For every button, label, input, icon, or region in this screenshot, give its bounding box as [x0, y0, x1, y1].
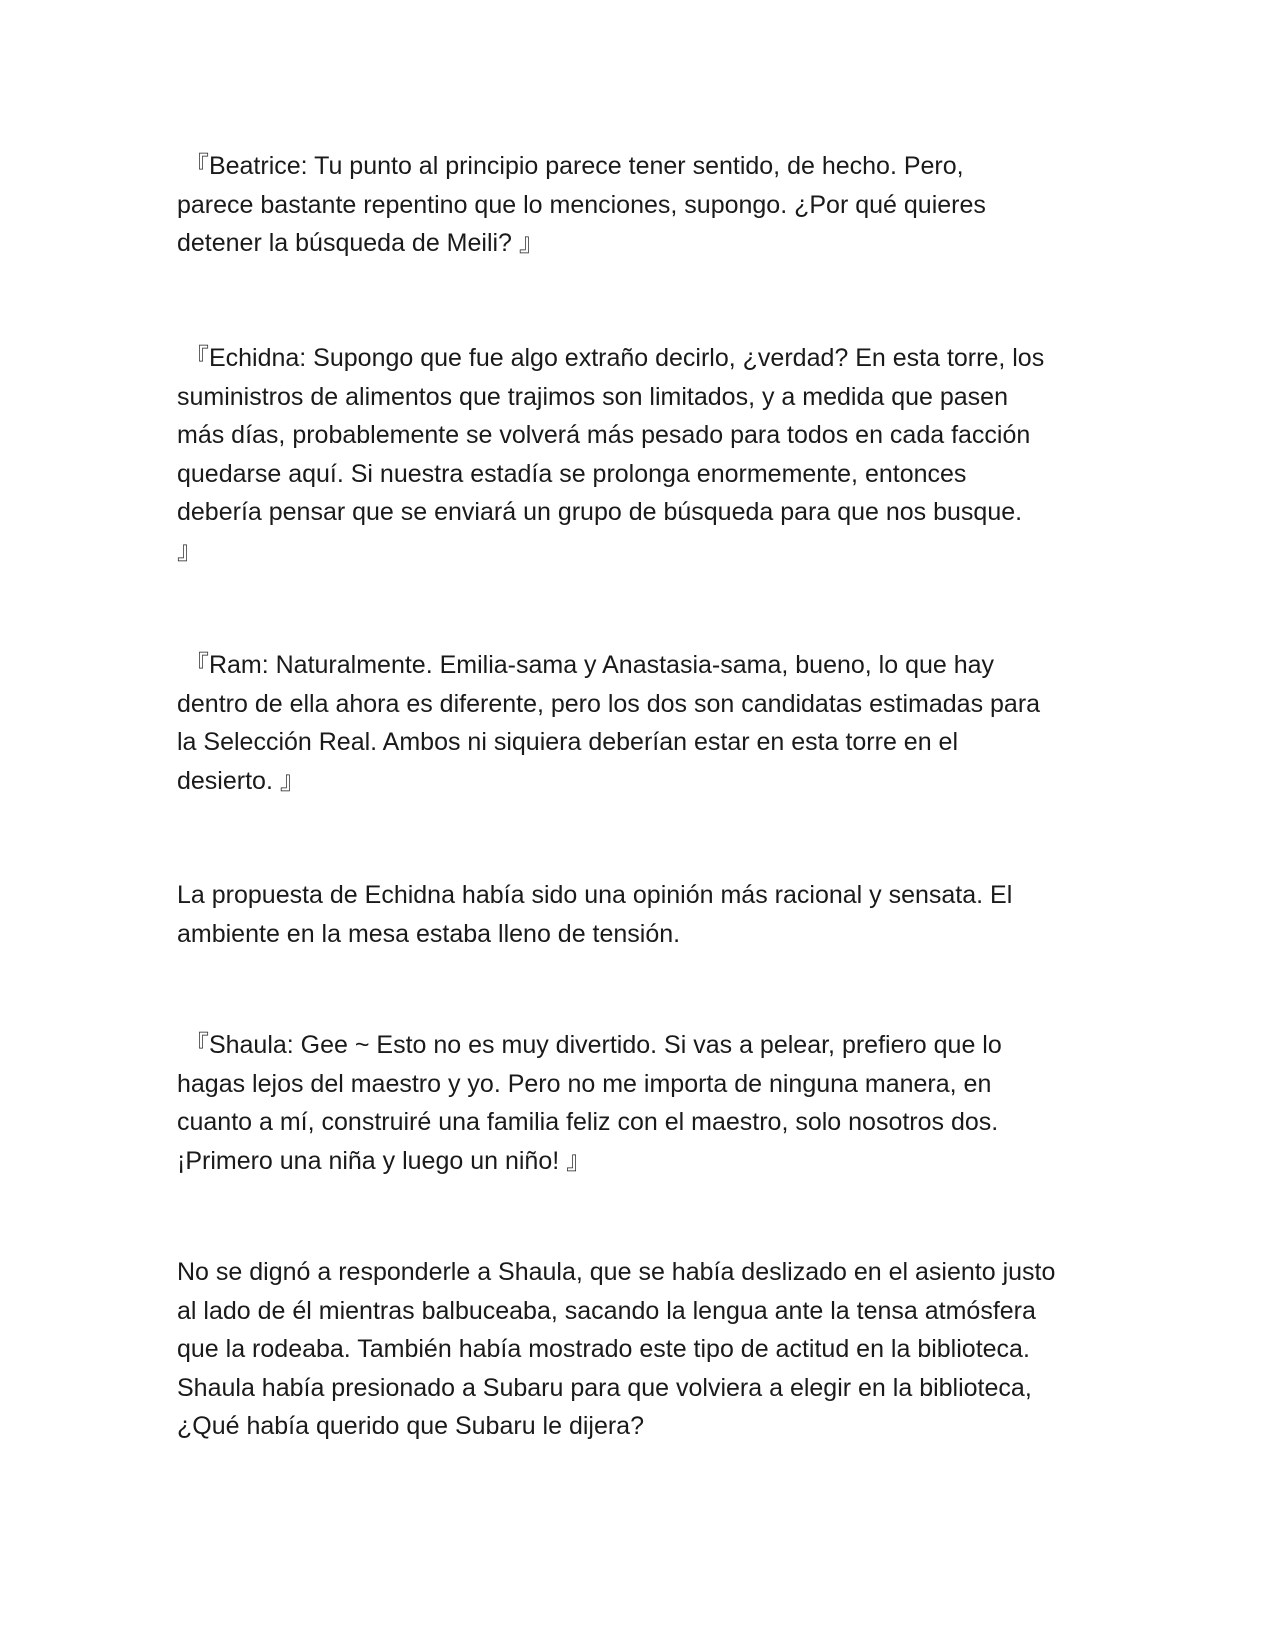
paragraph-ram-dialogue: 『Ram: Naturalmente. Emilia-sama y Anastasia-sama, bueno, lo que hay dentro de ella ahora es diferente, pero los dos son candidatas estimadas para la Selección Real. Ambos ni siquiera deberían estar en esta torre en el desierto. 』: [177, 651, 1041, 795]
paragraph-echidna-dialogue: 『Echidna: Supongo que fue algo extraño decirlo, ¿verdad? En esta torre, los suministros de alimentos que trajimos son limitados, y a medida que pasen más días, probablemente se volverá más pesado para todos en cada facción quedarse aquí. Si nuestra estadía se prolonga enormemente, entonces debería pensar que se enviará un grupo de búsqueda para que nos busque. 』: [177, 344, 1045, 565]
paragraph-beatrice-dialogue: 『Beatrice: Tu punto al principio parece tener sentido, de hecho. Pero, parece bastante repentino que lo menciones, supongo. ¿Por qué quieres detener la búsqueda de Meili? 』: [177, 152, 986, 258]
paragraph-narration-proposal: La propuesta de Echidna había sido una opinión más racional y sensata. El ambiente en la mesa estaba lleno de tensión.: [177, 881, 1013, 948]
paragraph-narration-shaula: No se dignó a responderle a Shaula, que se había deslizado en el asiento justo al lado de él mientras balbuceaba, sacando la lengua ante la tensa atmósfera que la rodeaba. También había mostrado este tipo de actitud en la biblioteca. Shaula había presionado a Subaru para que volviera a elegir en la biblioteca, ¿Qué había querido que Subaru le dijera?: [177, 1258, 1056, 1441]
paragraph-shaula-dialogue: 『Shaula: Gee ~ Esto no es muy divertido. Si vas a pelear, prefiero que lo hagas lejos del maestro y yo. Pero no me importa de ninguna manera, en cuanto a mí, construiré una familia feliz con el maestro, solo nosotros dos. ¡Primero una niña y luego un niño! 』: [177, 1031, 1002, 1175]
